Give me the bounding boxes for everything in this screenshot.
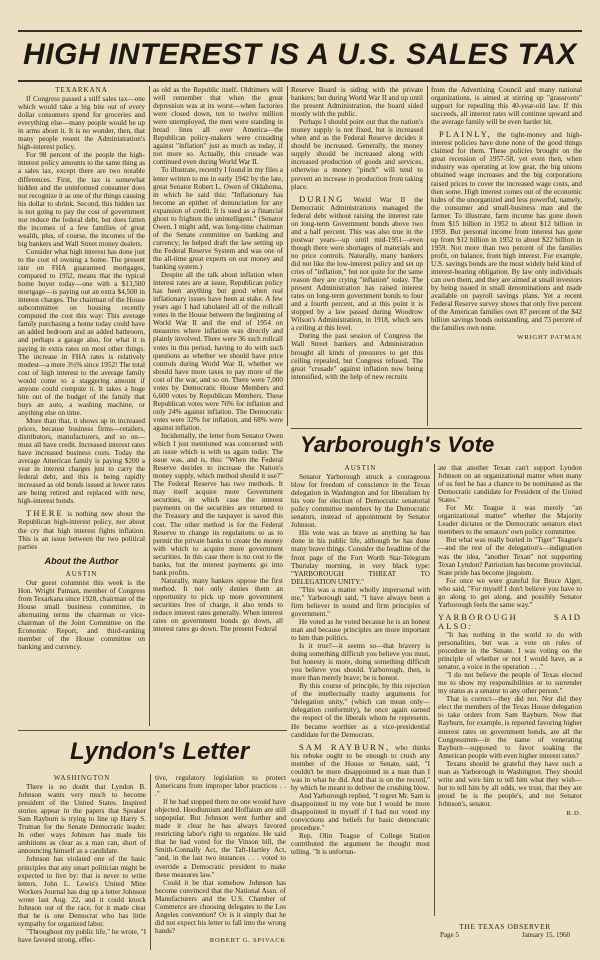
page-headline: HIGH INTEREST IS A U.S. SALES TAX xyxy=(23,38,577,71)
paragraph: "It has nothing in the world to do with personalities, but was a vote on rules of procedure in the Senate. I was voting on the principle of whether or not I would have, as a senator, a voice in the operation . . ." xyxy=(438,630,582,672)
about-author-text: Our guest columnist this week is the Hon. Wright Patman, member of Congress from Texarkana since 1928, chairman of the House small business committee, in alternating terms the chairman or vice-chairman of the Joint Committee on the Economic Report, and third-ranking member of the House committee on banking and currency. xyxy=(18,578,145,652)
article-column-1 xyxy=(18,86,145,724)
paragraph: If Congress passed a stiff sales tax—one which would take a big bite out of every dollar consumers spend for groceries and everything else—many people would be up in arms about it. It is no wonder, then, that many people resent the Administration's high-interest policy. xyxy=(18,95,145,152)
headline-rule xyxy=(18,80,582,82)
author-signature: WRIGHT PATMAN xyxy=(517,334,582,342)
article-column-3 xyxy=(291,86,423,424)
paragraph: from the Advertising Council and many national organizations, is aimed at stirring up "grassroots" support for repealing this 40-year-old law. If this succeeds, all interest rates will continue upward and the average family will be even harder hit. xyxy=(431,86,582,127)
yarborough-column-a xyxy=(291,464,430,916)
paragraph: And Yarborough replied, "I regret Mr. Sam is disappointed in my vote but I would be more disappointed in myself if I had not voted my convictions and beliefs for basic democratic procedure." xyxy=(291,791,430,833)
lead-in: DURING xyxy=(299,193,345,204)
paragraph: ate that another Texan can't support Lyndon Johnson on an organizational matter when many of us feel he has a chance to be nominated as the Democratic candidate for President of the United States." xyxy=(438,464,582,505)
paragraph-also xyxy=(438,613,582,631)
paragraph: For once we were grateful for Bruce Alger, who said, "For myself I don't believe you have to go along to get along, and possibly Senator Yarborough feels the same way." xyxy=(438,576,582,609)
dateline-washington: WASHINGTON xyxy=(53,774,111,782)
column-divider xyxy=(150,774,151,950)
lead-in: THERE xyxy=(26,508,64,519)
lead-in: YARBOROUGH SAID ALSO: xyxy=(438,611,582,631)
paragraph: But what was really buried in "Tiger" Teague's—and the rest of the delegation's—indignation was the idea, "another Texan" not supporting Texan Lyndon? Patriotism has become provincial. State pride has become jingoism. xyxy=(438,536,582,577)
article-column-4 xyxy=(431,86,582,424)
paragraph: If he had stopped there no one would have objected. Hoodlumism and Hoffaism are still unpopular. But Johnson went further and made it clear he has always favored restricting labor's right to organize. He said that he had voted for the Vinson bill, the Smith-Connally Act, the Taft-Hartley Act, "and, in the last two instances . . . voted to override a Democratic president to make these measures law." xyxy=(155,798,286,879)
paragraph: Is it true?—it seems so—that bravery is doing something difficult you believe you must, but honesty is more, doing something difficult you believe you should. Yarborough, then, is more than merely brave; he is honest. xyxy=(291,642,430,683)
section-rule xyxy=(291,428,582,429)
paragraph: "Throughout my public life," he wrote, "I have favored strong, effec- xyxy=(18,927,146,944)
issue-date: January 15, 1960 xyxy=(521,931,570,939)
article-column-2 xyxy=(153,86,283,726)
dateline-austin: AUSTIN xyxy=(65,569,98,578)
top-rule xyxy=(18,30,582,32)
section-rule xyxy=(18,730,287,731)
yarborough-column-b xyxy=(438,464,582,916)
author-signature: R.D. xyxy=(566,809,582,817)
paragraph: Senator Yarborough struck a courageous blow for freedom of conscience in the Texas delegation in Washington and for liberalism by his vote for election of Democratic senatorial policy committee members by the Democratic senators, instead of appointment by Senator Johnson. xyxy=(291,473,430,530)
paragraph: By this course of principle, by this rejection of the intellectually trashy arguments for "delegation unity," (which can mean only—delegation conformity), he once again earned the respect of the liberals whom he represents. He became worthier as a vice-presidential candidate for the Democrats. xyxy=(291,682,430,739)
paragraph: as old as the Republic itself. Oldtimers will well remember that when the great depression was at its worst—when factories were closed down, ten to twelve million were unemployed, the men were standing in bread lines all over America—the Republican policy-makers were crusading against "inflation" just as much as today, if not more so. Actually, this crusade was continued even during World War II. xyxy=(153,86,283,167)
paragraph: Despite all the talk about inflation when interest rates are at issue, Republican policy has been anything but good when real inflationary issues have been at stake. A few years ago I had tabulated all of the rollcall votes in the House between the beginning of World War II and the end of 1954 on measures where inflation was directly and plainly involved. There were 36 such rollcall votes in this period, having to do with such questions as whether we should have price controls during World War II, whether we should have more taxes to pay more of the cost of the war, and so on. There were 7,000 votes by Democratic House Members and 6,600 votes by Republican Members. These Republican votes were 76% for inflation and only 24% against inflation. The Democratic votes were 32% for inflation, and 68% were against inflation. xyxy=(153,271,283,432)
dateline-texarkana: TEXARKANA xyxy=(55,86,108,94)
paragraph: Consider what high interest has done just to the cost of owning a home. The present rate on FHA guaranteed mortgages, compared to 1952, means that the typical home buyer today—one with a $13,500 mortgage—is paying out an extra $4,500 in interest charges. The chairman of the House subcommittee on housing recently computed the cost this way: This average family purchasing a home today could have an added bedroom and an added bathroom, and perhaps a garage also, for what it is paying in extra rates on most other things. The increase in FHA rates is relatively modest—a mere 3½% since 1952! The total cost of high interest to the average family would come to a staggering amount if anyone could compute it. It takes a huge bite out of the budget of the family that buys an auto, a washing machine, or anything else on time. xyxy=(18,247,145,417)
page-footer xyxy=(440,922,570,940)
lead-in: PLAINLY, xyxy=(439,129,492,140)
yarborough-title: Yarborough's Vote xyxy=(300,432,495,457)
column-divider xyxy=(427,86,428,426)
paragraph: "This was a matter wholly impersonal with me," Yarborough said, "I have always been a firm believer in sound and firm principles of government." xyxy=(291,585,430,618)
paragraph: Naturally, many bankers oppose the first method. It not only denies them an opportunity to pick up more government securities free of charge, it also tends to reduce interest rates generally. When interest rates on government bonds go down, all interest rates go down. The present Federal xyxy=(153,576,283,634)
page-number: Page 5 xyxy=(440,931,459,939)
paragraph: There is no doubt that Lyndon B. Johnson wants very much to become president of the United States. Inspired stories appear in the papers that Speaker Sam Rayburn is trying to line up Harry S. Truman for the Senate Democratic leader. In other ways Johnson has made his ambitions as clear as a man can, short of announcing himself as a candidate. xyxy=(18,783,146,856)
paragraph: Could it be that somehow Johnson has become convinced that the National Assn. of Manufacturers and the U.S. Chamber of Commerce are choosing delegates to the Los Angeles convention? Or is it simply that he did not expect his letter to fall into the wrong hands? xyxy=(155,878,286,935)
paragraph: Incidentally, the letter from Senator Owen which I just mentioned was concerned with an issue which is with us again today. The issue was, and is, this: "When the Federal Reserve decides to increase the Nation's money supply, which method should it use?" The Federal Reserve has two methods. It may itself acquire more Government securities, in which case the interest payments on the securities are returned to the Treasury and the taxpayer is saved this cost. The other method is for the Federal Reserve to change its regulations so as to permit the private banks to create the money with which to acquire more government securities. In this case there is no cost to the banks, but the interest payments go into bank profits. xyxy=(153,432,283,577)
paragraph-sam: SAM RAYBURN, who thinks his rebuke ought to be enough to crush any member of the House or Senate, said, "I couldn't be more disappointed in a man than I was in what he did. And that is on the record," by which he meant to deliver the crushing blow. xyxy=(291,741,430,792)
paragraph: For 98 percent of the people the high-interest policy amounts to the same thing as a sales tax, except there are two notable differences. First, the tax is somewhat hidden and the uninformed consumer does not recognize it as one of the things causing his dollar to shrink. Second, this hidden tax is not going to pay the cost of government nor reduce the federal debt, but does fatten the incomes of a few families of great wealth, plus, of course, the incomes of the big bankers and Wall Street money dealers. xyxy=(18,151,145,248)
dateline-austin: AUSTIN xyxy=(344,464,377,472)
paragraph: tive, regulatory legislation to protect Americans from improper labor practices . . ." xyxy=(155,774,286,799)
paragraph-there: THERE is nothing new about the Republican high-interest policy, nor about the cry that high interest fights inflation. This is an issue between the two political parties xyxy=(18,508,145,551)
lyndon-column-a xyxy=(18,774,146,950)
about-author-heading: About the Author xyxy=(44,555,119,566)
paragraph: Texans should be grateful they have such a man as Yarborough in Washington. They should write and wire him to tell him what they wish—but to tell him by all odds, we trust, that they are proud he is the people's, and not Senator Johnson's, senator. xyxy=(438,759,582,808)
publication-name: THE TEXAS OBSERVER xyxy=(459,922,551,931)
paragraph-during: DURING World War II the Democratic Administrations managed the federal debt without raising the interest rate on long-term Government bonds above two and a half percent. This was also true in the postwar years—up until mid-1951—even though there were shortages of materials and no price controls. Naturally, many bankers did not like the low-interest policy and set up cries of "inflation," but not quite for the same reason they are crying "inflation" today. The present Administration has raised interest rates on long-term government bonds to four and a fourth percent, and at this point it is stopped by a law passed during Woodrow Wilson's Administration, in 1918, which sets a ceiling at this level. xyxy=(291,193,423,333)
column-divider xyxy=(149,86,150,726)
column-divider xyxy=(434,464,435,916)
paragraph: Rep. Olin Teague of College Station contributed the argument he thought most telling. "It is unfortun- xyxy=(291,832,430,857)
paragraph: That is correct—they did not. Nor did they elect the members of the Texas House delegation to take orders from Sam Rayburn. Now that Rayburn, for example, is reported favoring higher interest rates on government bonds, are all the Congressmen—in the name of venerating Rayburn—supposed to favor soaking the American people with even higher interest rates? xyxy=(438,695,582,760)
paragraph: His vote was as brave as anything he has done in his public life, although he has done many brave things. Consider the headline of the front page of the Fort Worth Star-Telegram Thursday morning, in very black type: "YARBOROUGH THREAT TO DELEGATION UNITY." xyxy=(291,529,430,586)
paragraph: During the past session of Congress the Wall Street bankers and Administration brought all kinds of pressures to get this ceiling repealed, but Congress refused. The great "crusade" against inflation now being intensified, with the help of new recruits xyxy=(291,332,423,381)
paragraph-plainly: PLAINLY, the tight-money and high-interest policies have done none of the good things claimed for them. These policies brought on the great recession of 1957-58, yet even then, when industry was operating at low gear, the big unions obtained wage increases and the big corporations raised prices to cover the increased wage costs, and then some. High interest comes out of the economic hides of the unorganized and less powerful, namely, the consumer and small-business man and the farmer. To illustrate, farm income has gone down from $15 billion in 1952 to about $12 billion in 1959. But personal income from interest has gone up from $12 billion in 1952 to about $22 billion in 1959. Not more than two percent of the families profit, on balance, from high interest. For example, U.S. savings bonds are the most widely held kind of interest-bearing obligation. By law only individuals can own them, and they are aimed at small investors by being issued in small denominations and made available on payroll savings plans. Yet a recent Federal Reserve survey shows that only five percent of the American families own 87 percent of the $42 billion savings bonds outstanding, and 73 percent of the families own none. xyxy=(431,129,582,333)
paragraph: Perhaps I should point out that the nation's money supply is not fixed, but is increased when and as the Federal Reserve decides it should be increased. Generally, the money supply should be increased along with increased production of goods and services, otherwise a money "pinch" will tend to prevent an increase in production from taking place. xyxy=(291,118,423,191)
author-signature: ROBERT G. SPIVACK xyxy=(209,936,286,944)
column-divider xyxy=(287,86,288,426)
paragraph: For Mr. Teague it was merely "an organizational matter" whether the Majority Leader dictates or the Democratic senators elect members to the senators' own policy committee. xyxy=(438,504,582,537)
paragraph: He voted as he voted because he is an honest man and because principles are more important to him than politics. xyxy=(291,617,430,642)
paragraph: "I do not believe the people of Texas elected me to show my responsibilities or to surrender my status as a senator to any other person." xyxy=(438,671,582,696)
paragraph: Reserve Board is siding with the private bankers; but during World War II and up until the present Administration, the board sided mostly with the public. xyxy=(291,86,423,119)
lead-in: SAM RAYBURN, xyxy=(299,741,391,752)
paragraph: More than that, it shows up in increased prices, because business firms—retailers, distributors, manufacturers, and so on—must all have credit. Increased interest rates have increased business costs. Today the average American family is paying $200 a year in interest charges just to carry the federal debt, and this is being rapidly increased as old bonds issued at lower rates are being retired and replaced with new, high-interest bonds. xyxy=(18,416,145,506)
lyndon-column-b xyxy=(155,774,286,950)
lyndon-title: Lyndon's Letter xyxy=(70,738,250,765)
paragraph: To illustrate, recently I found in my files a letter written to me in early 1942 by the late, great Senator Robert L. Owen of Oklahoma, in which he said this: "Inflationary has become an epithet of denunciation for any expansion of credit. It is used as a financial ghost to frighten the unintelligent." (Senator Owen, I might add, was long-time chairman of the Senate committee on banking and currency; he helped draft the law setting up the Federal Reserve System and was one of the all-time great experts on our money and banking system.) xyxy=(153,166,283,272)
paragraph: Johnson has violated one of the basic principles that any smart politician might be expected to live by: that is never to write letters. John L. Lewis's United Mine Workers Journal has dug up a letter Johnson wrote last Aug. 22, and it could knock Johnson out of the race, for it made clear that he is one Democrat who has little sympathy for organized labor. xyxy=(18,855,146,928)
